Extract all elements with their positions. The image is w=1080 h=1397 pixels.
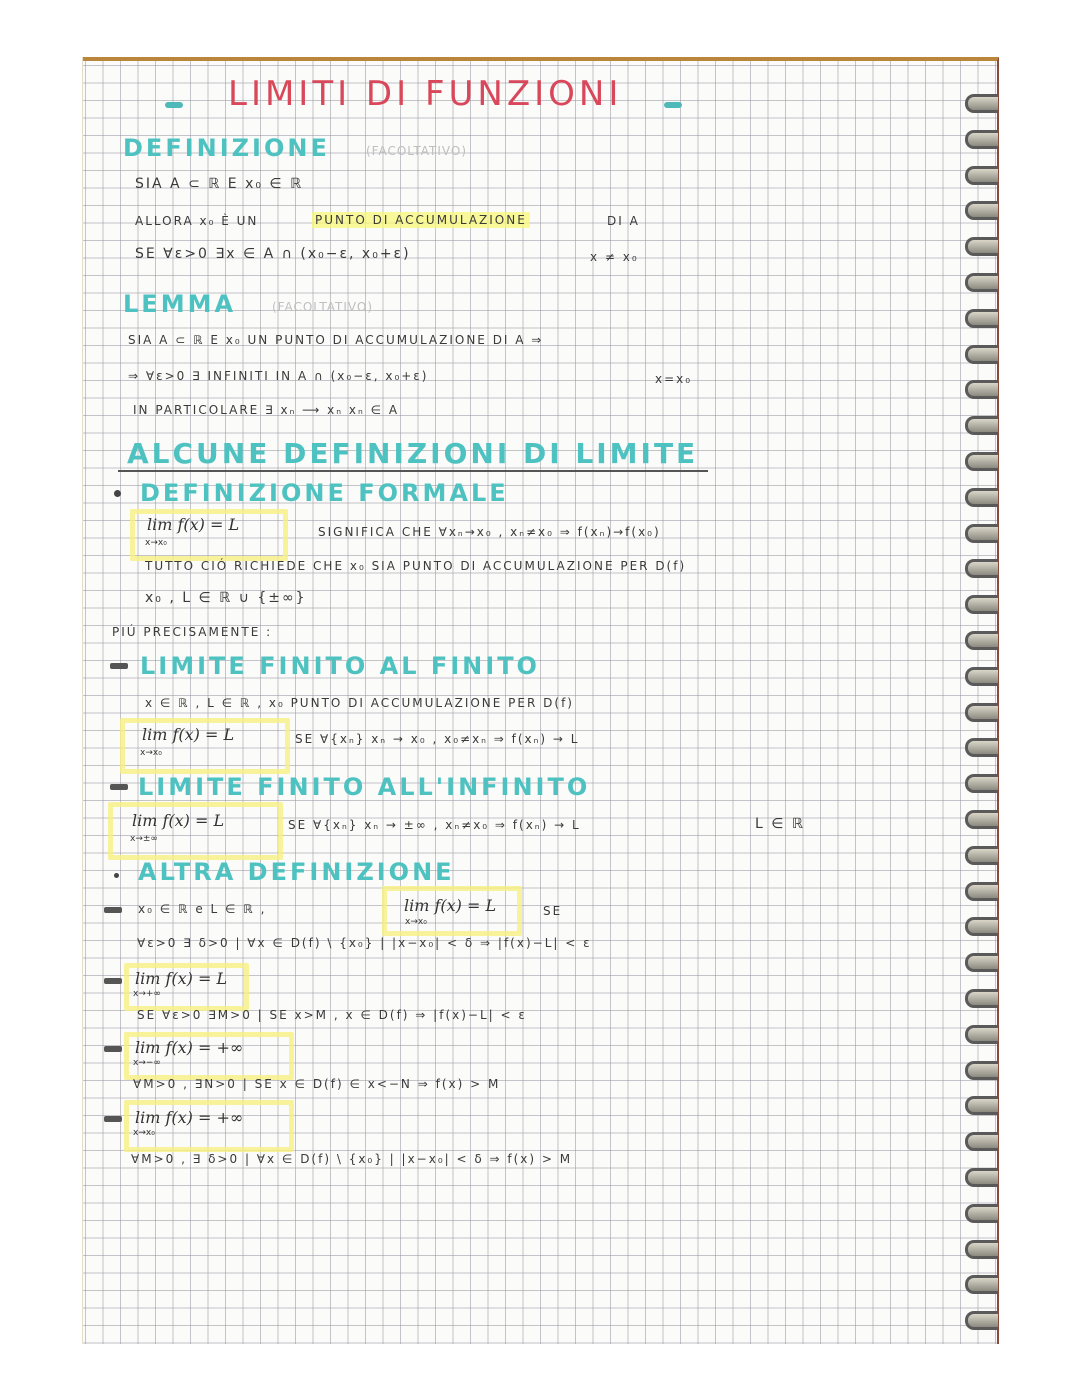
spiral-ring: [965, 488, 998, 507]
altra-item1-se: SE: [543, 904, 563, 918]
dash-marker: [104, 1046, 122, 1052]
spiral-ring: [965, 882, 998, 901]
definizione-note: (FACOLTATIVO): [366, 144, 468, 158]
spiral-ring: [965, 166, 998, 185]
definizione-line-3b: x ≠ x₀: [590, 250, 639, 264]
finito-infinito-heading: LIMITE FINITO ALL'INFINITO: [138, 773, 591, 801]
lemma-heading: LEMMA: [123, 290, 237, 318]
lemma-line-3: IN PARTICOLARE ∃ xₙ ⟶ xₙ xₙ ∈ A: [133, 403, 400, 417]
page-title: LIMITI DI FUNZIONI: [228, 74, 623, 114]
spiral-ring: [965, 1275, 998, 1294]
altra-item4-lim-sub: x→x₀: [133, 1128, 155, 1138]
spiral-ring: [965, 595, 998, 614]
spiral-ring: [965, 1240, 998, 1259]
spiral-ring: [965, 309, 998, 328]
spiral-ring: [965, 774, 998, 793]
finito-infinito-line-1: SE ∀{xₙ} xₙ → ±∞ , xₙ≠x₀ ⇒ f(xₙ) → L: [288, 818, 581, 832]
bullet: [114, 490, 121, 497]
spiral-ring: [965, 667, 998, 686]
altra-item1-lim-sub: x→x₀: [405, 917, 427, 927]
altra-item4-lim: lim f(x) = +∞: [135, 1108, 244, 1127]
altra-item2-line: SE ∀ε>0 ∃M>0 | SE x>M , x ∈ D(f) ⇒ |f(x)−L| < ε: [137, 1008, 527, 1022]
formale-line-2: TUTTO CIÓ RICHIEDE CHE x₀ SIA PUNTO DI ACCUMULAZIONE PER D(f): [145, 559, 687, 573]
spiral-ring: [965, 452, 998, 471]
alcune-heading: ALCUNE DEFINIZIONI DI LIMITE: [127, 437, 699, 470]
heading-underline: [118, 470, 708, 472]
spiral-ring: [965, 1168, 998, 1187]
definizione-line-1: SIA A ⊂ ℝ E x₀ ∈ ℝ: [135, 176, 304, 192]
spiral-ring: [965, 237, 998, 256]
dash-marker: [110, 663, 128, 669]
spiral-ring: [965, 631, 998, 650]
altra-item4-line: ∀M>0 , ∃ δ>0 | ∀x ∈ D(f) \ {x₀} | |x−x₀| < δ ⇒ f(x) > M: [131, 1152, 573, 1166]
spiral-ring: [965, 1096, 998, 1115]
spiral-ring: [965, 94, 998, 113]
dash-marker: [104, 978, 122, 984]
spiral-ring: [965, 201, 998, 220]
spiral-ring: [965, 989, 998, 1008]
finito-infinito-lim: lim f(x) = L: [132, 811, 225, 830]
altra-heading: ALTRA DEFINIZIONE: [138, 858, 455, 886]
spiral-ring: [965, 846, 998, 865]
spiral-ring: [965, 345, 998, 364]
dash-marker: [104, 907, 122, 913]
spiral-ring: [965, 416, 998, 435]
finito-finito-line-2: SE ∀{xₙ} xₙ → x₀ , x₀≠xₙ ⇒ f(xₙ) → L: [295, 732, 580, 746]
altra-item2-lim-sub: x→+∞: [133, 989, 161, 999]
altra-item1-left: x₀ ∈ ℝ e L ∈ ℝ ,: [138, 902, 267, 916]
spiral-ring: [965, 1025, 998, 1044]
spiral-ring: [965, 810, 998, 829]
highlight-punto-accumulazione: PUNTO DI ACCUMULAZIONE: [312, 212, 530, 228]
lemma-line-2b: x=x₀: [655, 372, 693, 386]
spiral-ring: [965, 524, 998, 543]
spiral-ring: [965, 559, 998, 578]
spiral-ring: [965, 703, 998, 722]
definizione-line-2b: DI A: [607, 214, 640, 228]
spiral-ring: [965, 1204, 998, 1223]
finito-infinito-lim-sub: x→±∞: [130, 834, 158, 844]
lemma-note: (FACOLTATIVO): [272, 300, 374, 314]
altra-item3-line: ∀M>0 , ∃N>0 | SE x ∈ D(f) ∈ x<−N ⇒ f(x) > M: [133, 1077, 501, 1091]
definizione-line-2: ALLORA x₀ È UN: [135, 214, 259, 228]
bullet: [114, 873, 119, 878]
spiral-ring: [965, 1132, 998, 1151]
altra-item1-line: ∀ε>0 ∃ δ>0 | ∀x ∈ D(f) \ {x₀} | |x−x₀| < δ ⇒ |f(x)−L| < ε: [137, 936, 592, 950]
spiral-ring: [965, 953, 998, 972]
altra-item3-lim-sub: x→−∞: [133, 1058, 161, 1068]
dash-marker: [104, 1116, 122, 1122]
formale-line-1: SIGNIFICA CHE ∀xₙ→x₀ , xₙ≠x₀ ⇒ f(xₙ)→f(x₀): [318, 525, 661, 539]
precisamente-label: PIÚ PRECISAMENTE :: [112, 625, 273, 639]
lemma-line-2: ⇒ ∀ε>0 ∃ INFINITI IN A ∩ (x₀−ε, x₀+ε): [128, 369, 429, 383]
finito-finito-heading: LIMITE FINITO AL FINITO: [140, 652, 540, 680]
altra-item3-lim: lim f(x) = +∞: [135, 1038, 244, 1057]
altra-item1-lim: lim f(x) = L: [404, 896, 497, 915]
altra-item2-lim: lim f(x) = L: [135, 969, 228, 988]
finito-finito-line-1: x ∈ ℝ , L ∈ ℝ , x₀ PUNTO DI ACCUMULAZIONE PER D(f): [145, 696, 574, 710]
title-dash-left: [165, 102, 183, 108]
definizione-line-3: SE ∀ε>0 ∃x ∈ A ∩ (x₀−ε, x₀+ε): [135, 246, 411, 262]
dash-marker: [110, 784, 128, 790]
spiral-binding: [965, 90, 999, 1340]
formale-lim: lim f(x) = L: [147, 515, 240, 534]
spiral-ring: [965, 917, 998, 936]
finito-finito-lim-sub: x→x₀: [140, 748, 162, 758]
spiral-ring: [965, 130, 998, 149]
spiral-ring: [965, 1311, 998, 1330]
finito-finito-lim: lim f(x) = L: [142, 725, 235, 744]
spiral-ring: [965, 380, 998, 399]
finito-infinito-line-1-right: L ∈ ℝ: [755, 816, 805, 832]
definizione-heading: DEFINIZIONE: [123, 134, 330, 162]
spiral-ring: [965, 738, 998, 757]
formale-line-3: x₀ , L ∈ ℝ ∪ {±∞}: [145, 590, 307, 606]
spiral-ring: [965, 273, 998, 292]
formale-heading: DEFINIZIONE FORMALE: [140, 479, 509, 507]
title-dash-right: [664, 102, 682, 108]
spiral-ring: [965, 1061, 998, 1080]
formale-lim-sub: x→x₀: [145, 538, 167, 548]
lemma-line-1: SIA A ⊂ ℝ E x₀ UN PUNTO DI ACCUMULAZIONE DI A ⇒: [128, 333, 544, 347]
